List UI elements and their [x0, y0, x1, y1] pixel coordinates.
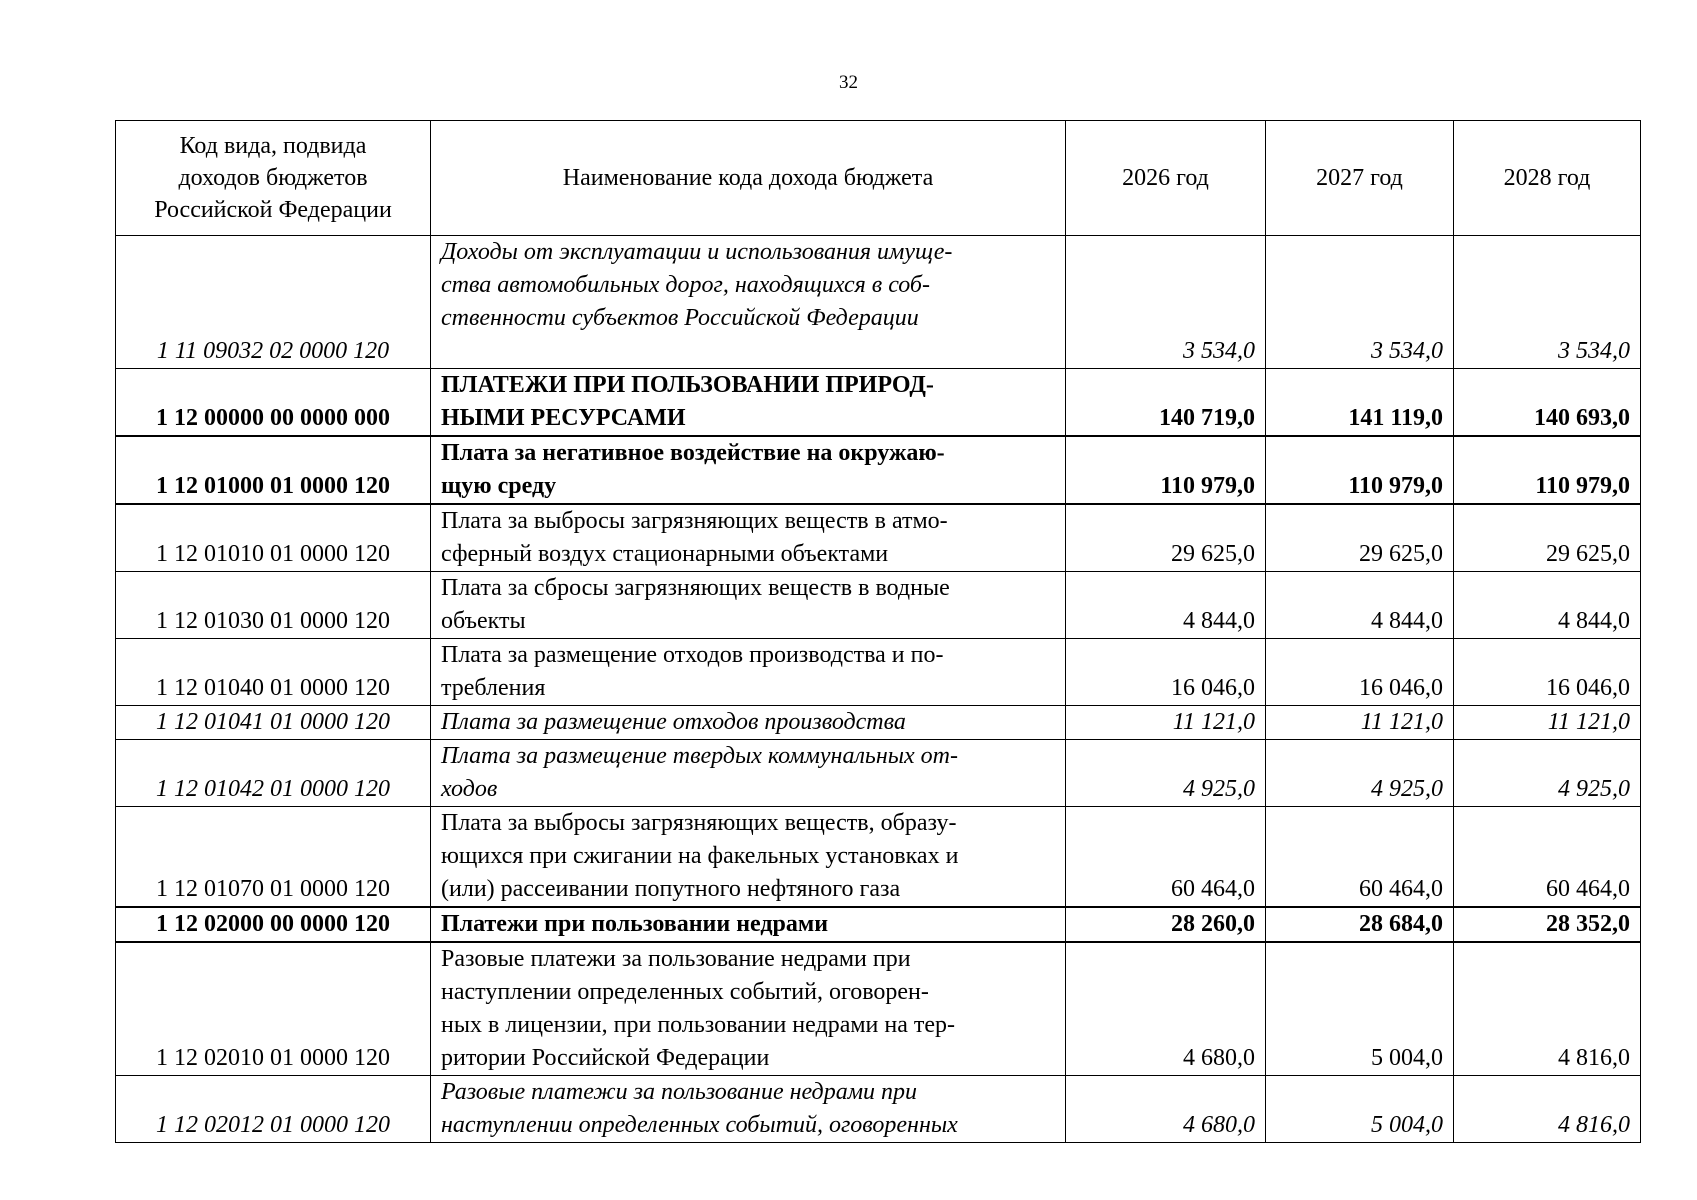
revenue-code-cell: 1 12 01030 01 0000 120 — [116, 572, 431, 639]
amount-2027-cell: 29 625,0 — [1266, 504, 1454, 572]
header-code-line: доходов бюджетов — [178, 165, 368, 191]
table-body — [116, 236, 1641, 1143]
revenue-name-line: Разовые платежи за пользование недрами при — [441, 1079, 918, 1105]
revenue-name-line: Доходы от эксплуатации и использования имуще- — [441, 239, 953, 265]
revenue-name-line: Плата за размещение отходов производства — [441, 709, 906, 735]
revenue-name-cell — [431, 236, 1066, 369]
revenue-name-line: Платежи при пользовании недрами — [441, 911, 829, 937]
revenue-name-line: сферный воздух стационарными объектами — [441, 541, 889, 567]
revenue-name-line: ственности субъектов Российской Федерации — [441, 305, 919, 331]
table-row — [116, 572, 1641, 639]
amount-2026-cell: 60 464,0 — [1066, 807, 1266, 908]
header-year-2026: 2026 год — [1066, 121, 1266, 236]
amount-2028-cell: 60 464,0 — [1454, 807, 1641, 908]
revenue-name-line: ПЛАТЕЖИ ПРИ ПОЛЬЗОВАНИИ ПРИРОД- — [441, 372, 934, 398]
amount-2026-cell: 11 121,0 — [1066, 706, 1266, 740]
amount-2028-cell: 3 534,0 — [1454, 236, 1641, 369]
table-row — [116, 907, 1641, 942]
revenue-code-cell: 1 12 02010 01 0000 120 — [116, 942, 431, 1076]
amount-2027-cell: 5 004,0 — [1266, 1076, 1454, 1143]
amount-2027-cell: 110 979,0 — [1266, 436, 1454, 504]
amount-2027-cell: 5 004,0 — [1266, 942, 1454, 1076]
amount-2028-cell: 140 693,0 — [1454, 369, 1641, 437]
revenue-code-cell: 1 12 01040 01 0000 120 — [116, 639, 431, 706]
revenue-name-line: НЫМИ РЕСУРСАМИ — [441, 405, 686, 431]
amount-2028-cell: 4 816,0 — [1454, 942, 1641, 1076]
revenue-name-line: Плата за размещение твердых коммунальных от- — [441, 743, 958, 769]
amount-2026-cell: 16 046,0 — [1066, 639, 1266, 706]
amount-2027-cell: 4 844,0 — [1266, 572, 1454, 639]
revenue-code-cell: 1 12 01042 01 0000 120 — [116, 740, 431, 807]
revenue-name-line: Плата за размещение отходов производства и по- — [441, 642, 944, 668]
amount-2028-cell: 4 844,0 — [1454, 572, 1641, 639]
amount-2027-cell: 16 046,0 — [1266, 639, 1454, 706]
table-row — [116, 1076, 1641, 1143]
budget-revenue-table — [115, 120, 1641, 1143]
amount-2027-cell: 4 925,0 — [1266, 740, 1454, 807]
table-row — [116, 504, 1641, 572]
revenue-name-line: (или) рассеивании попутного нефтяного газа — [441, 876, 901, 902]
revenue-name-cell — [431, 907, 1066, 942]
revenue-name-line: ства автомобильных дорог, находящихся в соб- — [441, 272, 930, 298]
header-name: Наименование кода дохода бюджета — [431, 121, 1066, 236]
amount-2026-cell: 29 625,0 — [1066, 504, 1266, 572]
page-number: 32 — [839, 72, 858, 93]
revenue-name-line: объекты — [441, 608, 526, 634]
revenue-name-line: наступлении определенных событий, оговорен- — [441, 979, 929, 1005]
revenue-name-cell — [431, 740, 1066, 807]
amount-2027-cell: 3 534,0 — [1266, 236, 1454, 369]
revenue-name-line: ных в лицензии, при пользовании недрами на тер- — [441, 1012, 956, 1038]
revenue-name-cell — [431, 436, 1066, 504]
revenue-name-cell — [431, 504, 1066, 572]
revenue-name-line: Плата за выбросы загрязняющих веществ в атмо- — [441, 508, 948, 534]
header-code-line: Код вида, подвида — [179, 133, 367, 159]
revenue-code-cell: 1 12 02012 01 0000 120 — [116, 1076, 431, 1143]
amount-2026-cell: 110 979,0 — [1066, 436, 1266, 504]
revenue-code-cell: 1 12 01010 01 0000 120 — [116, 504, 431, 572]
table-row — [116, 807, 1641, 908]
revenue-name-line: ющихся при сжигании на факельных установках и — [441, 843, 959, 869]
amount-2026-cell: 4 925,0 — [1066, 740, 1266, 807]
amount-2026-cell: 28 260,0 — [1066, 907, 1266, 942]
amount-2028-cell: 16 046,0 — [1454, 639, 1641, 706]
revenue-code-cell: 1 12 00000 00 0000 000 — [116, 369, 431, 437]
revenue-name-cell — [431, 369, 1066, 437]
revenue-name-cell — [431, 1076, 1066, 1143]
amount-2028-cell: 4 925,0 — [1454, 740, 1641, 807]
table-row — [116, 639, 1641, 706]
revenue-code-cell: 1 12 01070 01 0000 120 — [116, 807, 431, 908]
amount-2027-cell: 141 119,0 — [1266, 369, 1454, 437]
amount-2028-cell: 110 979,0 — [1454, 436, 1641, 504]
amount-2026-cell: 3 534,0 — [1066, 236, 1266, 369]
revenue-name-line: Плата за негативное воздействие на окружаю- — [441, 440, 945, 466]
header-code — [116, 121, 431, 236]
amount-2027-cell: 28 684,0 — [1266, 907, 1454, 942]
revenue-name-line: Плата за выбросы загрязняющих веществ, образу- — [441, 810, 957, 836]
revenue-name-cell — [431, 706, 1066, 740]
header-code-line: Российской Федерации — [154, 197, 392, 223]
table-row — [116, 740, 1641, 807]
table-row — [116, 706, 1641, 740]
revenue-name-line: Разовые платежи за пользование недрами при — [441, 946, 911, 972]
revenue-name-line: ходов — [441, 776, 498, 802]
table-row — [116, 942, 1641, 1076]
revenue-code-cell: 1 12 02000 00 0000 120 — [116, 907, 431, 942]
table-row — [116, 436, 1641, 504]
amount-2026-cell: 4 680,0 — [1066, 942, 1266, 1076]
revenue-name-line: ритории Российской Федерации — [441, 1045, 770, 1071]
table-row — [116, 236, 1641, 369]
table-row — [116, 369, 1641, 437]
revenue-name-line: требления — [441, 675, 546, 701]
table-header-row — [116, 121, 1641, 236]
amount-2028-cell: 11 121,0 — [1454, 706, 1641, 740]
revenue-name-cell — [431, 639, 1066, 706]
revenue-name-line: наступлении определенных событий, оговоренных — [441, 1112, 958, 1138]
revenue-name-line: щую среду — [441, 473, 557, 499]
amount-2027-cell: 60 464,0 — [1266, 807, 1454, 908]
amount-2028-cell: 28 352,0 — [1454, 907, 1641, 942]
revenue-code-cell: 1 11 09032 02 0000 120 — [116, 236, 431, 369]
revenue-code-cell: 1 12 01041 01 0000 120 — [116, 706, 431, 740]
amount-2028-cell: 4 816,0 — [1454, 1076, 1641, 1143]
revenue-name-line: Плата за сбросы загрязняющих веществ в водные — [441, 575, 950, 601]
revenue-name-cell — [431, 572, 1066, 639]
header-year-2027: 2027 год — [1266, 121, 1454, 236]
revenue-name-cell — [431, 942, 1066, 1076]
amount-2026-cell: 4 680,0 — [1066, 1076, 1266, 1143]
revenue-code-cell: 1 12 01000 01 0000 120 — [116, 436, 431, 504]
revenue-name-cell — [431, 807, 1066, 908]
header-year-2028: 2028 год — [1454, 121, 1641, 236]
amount-2027-cell: 11 121,0 — [1266, 706, 1454, 740]
revenue-name-line — [441, 335, 1055, 368]
amount-2028-cell: 29 625,0 — [1454, 504, 1641, 572]
amount-2026-cell: 4 844,0 — [1066, 572, 1266, 639]
amount-2026-cell: 140 719,0 — [1066, 369, 1266, 437]
